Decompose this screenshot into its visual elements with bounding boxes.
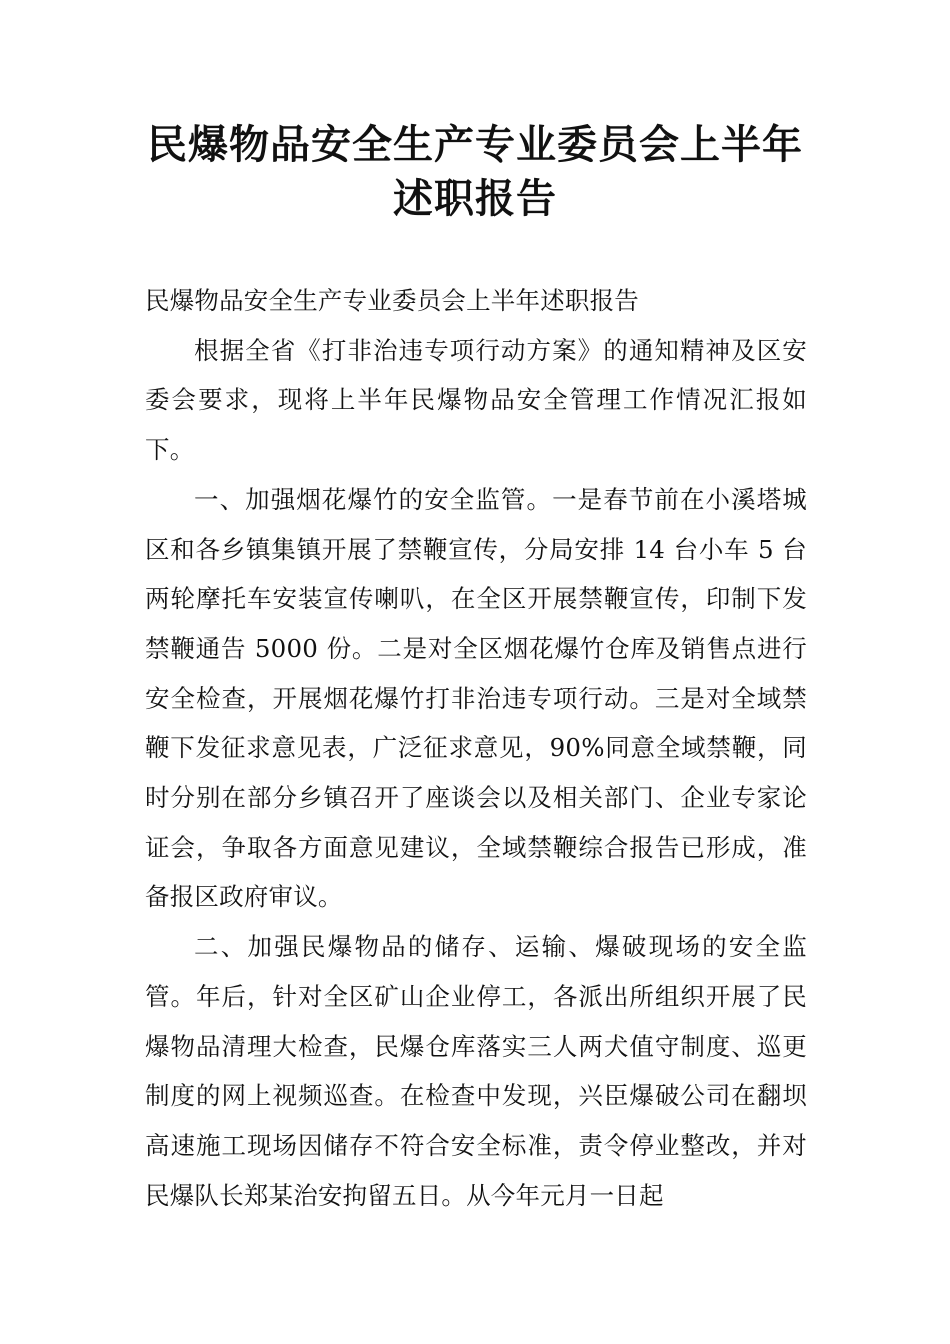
paragraph-section-2: 二、加强民爆物品的储存、运输、爆破现场的安全监管。年后，针对全区矿山企业停工，各派出所组织开展了民爆物品清理大检查，民爆仓库落实三人两犬值守制度、巡更制度的网上视频巡查。在检查中发现，兴臣爆破公司在翻坝高速施工现场因储存不符合安全标准，责令停业整改，并对民爆队长郑某治安拘留五日。从今年元月一日起	[145, 932, 807, 1210]
paragraph-intro: 根据全省《打非治违专项行动方案》的通知精神及区安委会要求，现将上半年民爆物品安全管理工作情况汇报如下。	[145, 335, 807, 465]
document-subtitle: 民爆物品安全生产专业委员会上半年述职报告	[145, 286, 639, 315]
document-title: 民爆物品安全生产专业委员会上半年述职报告	[147, 122, 803, 222]
document-body	[145, 276, 807, 1220]
paragraph-section-1: 一、加强烟花爆竹的安全监管。一是春节前在小溪塔城区和各乡镇集镇开展了禁鞭宣传，分局安排 14 台小车 5 台两轮摩托车安装宣传喇叭，在全区开展禁鞭宣传，印制下发禁鞭通告 5000 份。二是对全区烟花爆竹仓库及销售点进行安全检查，开展烟花爆竹打非治违专项行动。三是对全域禁鞭下发征求意见表，广泛征求意见，90%同意全域禁鞭，同时分别在部分乡镇召开了座谈会以及相关部门、企业专家论证会，争取各方面意见建议，全域禁鞭综合报告已形成，准备报区政府审议。	[145, 484, 807, 912]
